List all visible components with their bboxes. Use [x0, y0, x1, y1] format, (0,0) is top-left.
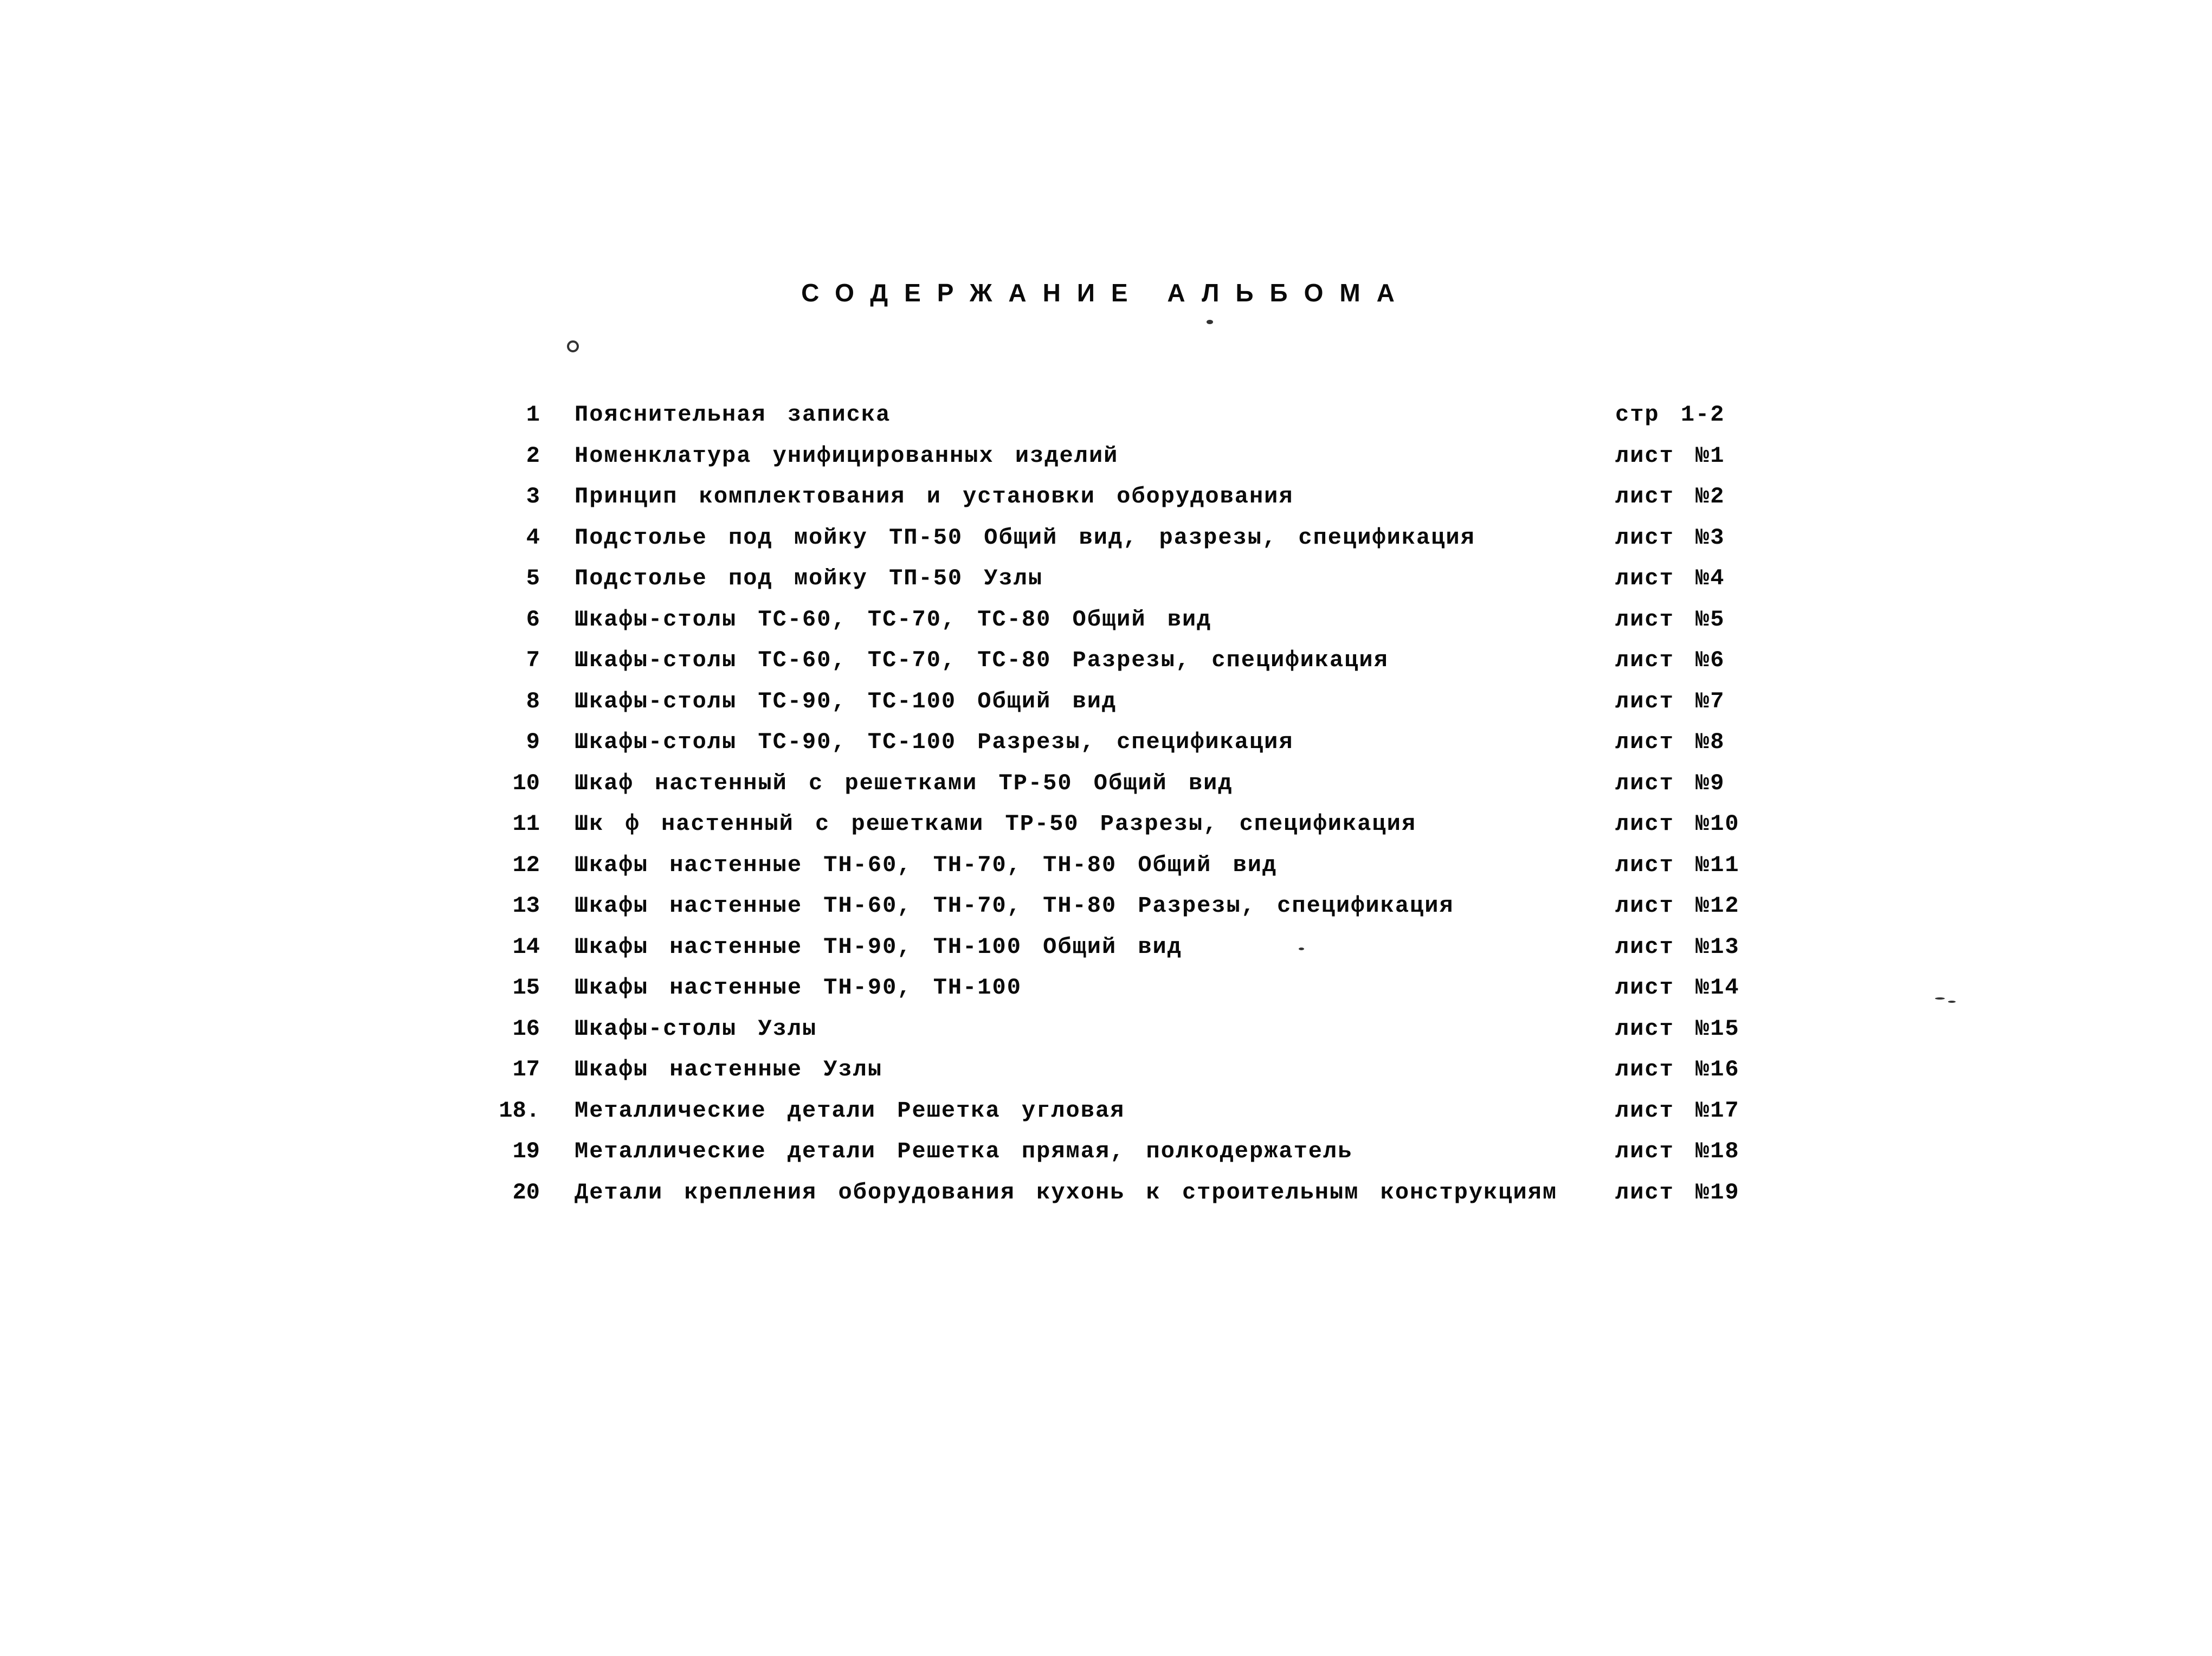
list-item [499, 1172, 1767, 1214]
entry-sheet: лист №11 [1615, 852, 1740, 878]
entry-sheet: лист №13 [1615, 933, 1740, 960]
list-item [499, 1091, 1767, 1132]
list-item [499, 722, 1767, 763]
list-item [499, 1009, 1767, 1050]
entry-title: Шк ф настенный с решетками ТР-50 Разрезы, спецификация [575, 811, 1417, 837]
list-item [499, 436, 1767, 477]
entry-sheet: лист №7 [1615, 688, 1725, 714]
entry-title: Пояснительная записка [575, 402, 891, 428]
entry-title: Металлические детали Решетка угловая [575, 1097, 1125, 1124]
entry-number: 2 [526, 442, 540, 469]
list-item [499, 518, 1767, 559]
entry-number: 8 [526, 688, 540, 714]
entry-sheet: лист №14 [1615, 975, 1740, 1001]
entry-number: 12 [512, 852, 540, 878]
entry-sheet: лист №16 [1615, 1056, 1740, 1082]
entry-sheet: лист №4 [1615, 565, 1725, 591]
entry-sheet: лист №18 [1615, 1138, 1740, 1164]
entry-number: 5 [526, 565, 540, 591]
entry-title: Принцип комплектования и установки оборудования [575, 484, 1294, 510]
entry-title: Шкафы-столы ТС-60, ТС-70, ТС-80 Разрезы, спецификация [575, 647, 1389, 673]
entry-sheet: лист №17 [1615, 1097, 1740, 1124]
entry-number: 3 [526, 484, 540, 510]
entry-sheet: лист №5 [1615, 606, 1725, 633]
entry-number: 1 [526, 402, 540, 428]
entry-title: Шкафы настенные ТН-90, ТН-100 [575, 975, 1022, 1001]
entry-number: 4 [526, 524, 540, 551]
entry-number: 14 [512, 933, 540, 960]
scan-speck [1935, 997, 1945, 1000]
entry-number: 20 [512, 1179, 540, 1206]
entry-sheet: лист №15 [1615, 1015, 1740, 1042]
scan-speck [1948, 1001, 1956, 1003]
entry-number: 11 [512, 811, 540, 837]
list-item [499, 927, 1767, 968]
entry-title: Шкафы-столы ТС-90, ТС-100 Разрезы, спецификация [575, 729, 1294, 755]
entry-title: Металлические детали Решетка прямая, полкодержатель [575, 1138, 1353, 1164]
entry-number: 19 [512, 1138, 540, 1164]
entry-sheet: лист №8 [1615, 729, 1725, 755]
entry-sheet: лист №6 [1615, 647, 1725, 673]
entry-number: 17 [512, 1056, 540, 1082]
entry-sheet: лист №3 [1615, 524, 1725, 551]
list-item [499, 968, 1767, 1009]
list-item [499, 600, 1767, 641]
entry-title: Шкафы настенные ТН-90, ТН-100 Общий вид [575, 933, 1182, 960]
entry-number: 7 [526, 647, 540, 673]
entry-number: 9 [526, 729, 540, 755]
entry-sheet: лист №12 [1615, 893, 1740, 919]
entry-number: 10 [512, 770, 540, 796]
list-item [499, 763, 1767, 804]
entry-sheet: лист №10 [1615, 811, 1740, 837]
entry-number: 18. [499, 1097, 540, 1124]
entry-sheet: стр 1-2 [1615, 402, 1725, 428]
scan-speck [1207, 320, 1213, 324]
list-item [499, 1049, 1767, 1091]
entry-number: 15 [512, 975, 540, 1001]
list-item [499, 640, 1767, 681]
scan-speck [567, 340, 579, 352]
entry-title: Детали крепления оборудования кухонь к строительным конструкциям [575, 1179, 1558, 1206]
entry-number: 6 [526, 606, 540, 633]
entry-sheet: лист №9 [1615, 770, 1725, 796]
list-item [499, 476, 1767, 518]
entry-title: Подстолье под мойку ТП-50 Узлы [575, 565, 1043, 591]
entry-sheet: лист №1 [1615, 442, 1725, 469]
entry-title: Подстолье под мойку ТП-50 Общий вид, разрезы, спецификация [575, 524, 1475, 551]
entry-sheet: лист №2 [1615, 484, 1725, 510]
entry-title: Шкафы настенные ТН-60, ТН-70, ТН-80 Общий вид [575, 852, 1278, 878]
entry-title: Номенклатура унифицированных изделий [575, 442, 1119, 469]
entry-number: 13 [512, 893, 540, 919]
entry-title: Шкаф настенный с решетками ТР-50 Общий вид [575, 770, 1233, 796]
list-item [499, 845, 1767, 886]
list-item [499, 804, 1767, 845]
page-title: СОДЕРЖАНИЕ АЛЬБОМА [801, 279, 1411, 307]
list-item [499, 395, 1767, 436]
list-item [499, 681, 1767, 723]
list-item [499, 886, 1767, 927]
entry-title: Шкафы настенные ТН-60, ТН-70, ТН-80 Разрезы, спецификация [575, 893, 1454, 919]
entry-title: Шкафы-столы Узлы [575, 1015, 817, 1042]
entry-title: Шкафы настенные Узлы [575, 1056, 883, 1082]
entry-title: Шкафы-столы ТС-90, ТС-100 Общий вид [575, 688, 1117, 714]
list-item [499, 1131, 1767, 1172]
contents-list [499, 395, 1767, 1213]
entry-title: Шкафы-столы ТС-60, ТС-70, ТС-80 Общий вид [575, 606, 1212, 633]
entry-number: 16 [512, 1015, 540, 1042]
list-item [499, 558, 1767, 600]
entry-sheet: лист №19 [1615, 1179, 1740, 1206]
